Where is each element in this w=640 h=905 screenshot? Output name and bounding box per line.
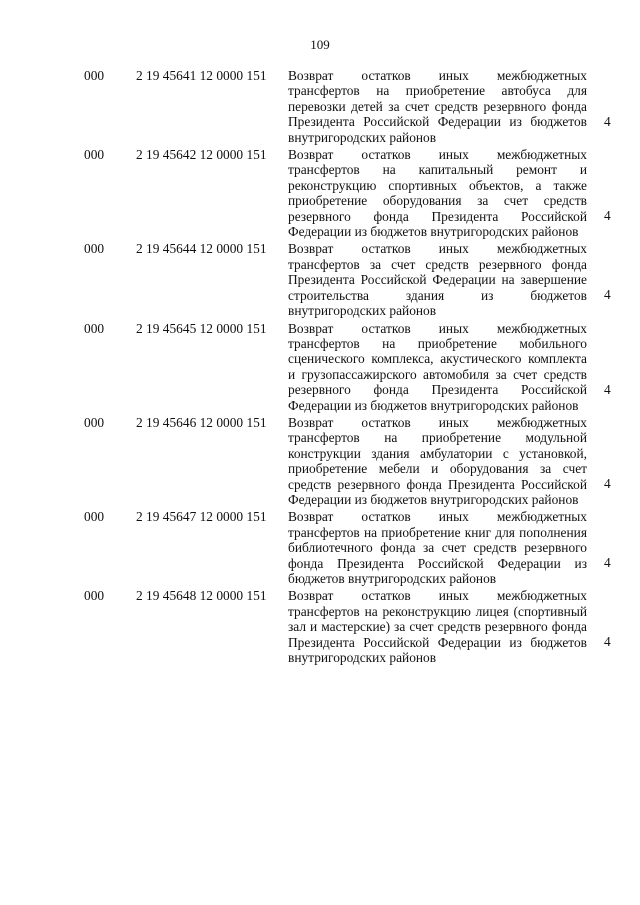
admin-code-cell: 000 xyxy=(84,588,105,604)
income-name-cell: Возврат остатков иных межбюджетных трансфертов на капитальный ремонт и реконструкцию спортивных объектов, а также приобретение оборудования за счет средств резервного фонда Президента Российской Федерации из бюджетов внутригородских районов xyxy=(288,147,587,240)
table-row xyxy=(0,68,640,145)
table-row xyxy=(0,321,640,413)
budget-code-cell: 2 19 45646 12 0000 151 xyxy=(136,414,267,430)
admin-code-cell: 000 xyxy=(84,320,105,336)
table-row xyxy=(0,588,640,665)
budget-code-cell: 2 19 45644 12 0000 151 xyxy=(136,241,267,257)
admin-code-cell: 000 xyxy=(84,414,105,430)
admin-code-cell: 000 xyxy=(84,147,105,163)
budget-code-cell: 2 19 45645 12 0000 151 xyxy=(136,320,267,336)
page-number: 109 xyxy=(310,37,330,52)
income-name-cell: Возврат остатков иных межбюджетных трансфертов на приобретение книг для пополнения библиотечного фонда за счет средств резервного фонда Президента Российской Федерации из бюджетов внутригородских районов xyxy=(288,509,587,586)
value-cell: 4 xyxy=(604,634,611,650)
table-row xyxy=(0,509,640,586)
admin-code-cell: 000 xyxy=(84,68,105,83)
value-cell: 4 xyxy=(604,287,611,303)
budget-code-cell: 2 19 45642 12 0000 151 xyxy=(136,147,267,163)
admin-code-cell: 000 xyxy=(84,509,105,525)
value-cell: 4 xyxy=(604,381,611,397)
value-cell: 4 xyxy=(604,475,611,491)
income-name-cell: Возврат остатков иных межбюджетных трансфертов на приобретение автобуса для перевозки детей за счет средств резервного фонда Президента Российской Федерации из бюджетов внутригородских районов xyxy=(288,68,587,145)
budget-code-cell: 2 19 45647 12 0000 151 xyxy=(136,509,267,525)
table-row xyxy=(0,147,640,239)
value-cell: 4 xyxy=(604,208,611,224)
table-row xyxy=(0,241,640,318)
income-name-cell: Возврат остатков иных межбюджетных трансфертов за счет средств резервного фонда Президента Российской Федерации на завершение строительства здания из бюджетов внутригородских районов xyxy=(288,241,587,319)
budget-code-table xyxy=(0,68,640,667)
income-name-cell: Возврат остатков иных межбюджетных трансфертов на приобретение модульной конструкции здания амбулатории с установкой, приобретение мебели и оборудования за счет средств резервного фонда Президента Российской Федерации из бюджетов внутригородских районов xyxy=(288,414,587,507)
budget-code-cell: 2 19 45641 12 0000 151 xyxy=(136,68,267,83)
income-name-cell: Возврат остатков иных межбюджетных трансфертов на реконструкцию лицея (спортивный зал и мастерские) за счет средств резервного фонда Президента Российской Федерации из бюджетов внутригородских районов xyxy=(288,588,587,666)
admin-code-cell: 000 xyxy=(84,241,105,257)
budget-code-cell: 2 19 45648 12 0000 151 xyxy=(136,588,267,604)
table-row xyxy=(0,415,640,507)
value-cell: 4 xyxy=(604,555,611,570)
income-name-cell: Возврат остатков иных межбюджетных трансфертов на приобретение мобильного сценического комплекса, акустического комплекта и грузопассажирского автомобиля за счет средств резервного фонда Президента Российской Федерации из бюджетов внутригородских районов xyxy=(288,320,587,413)
value-cell: 4 xyxy=(604,113,611,129)
